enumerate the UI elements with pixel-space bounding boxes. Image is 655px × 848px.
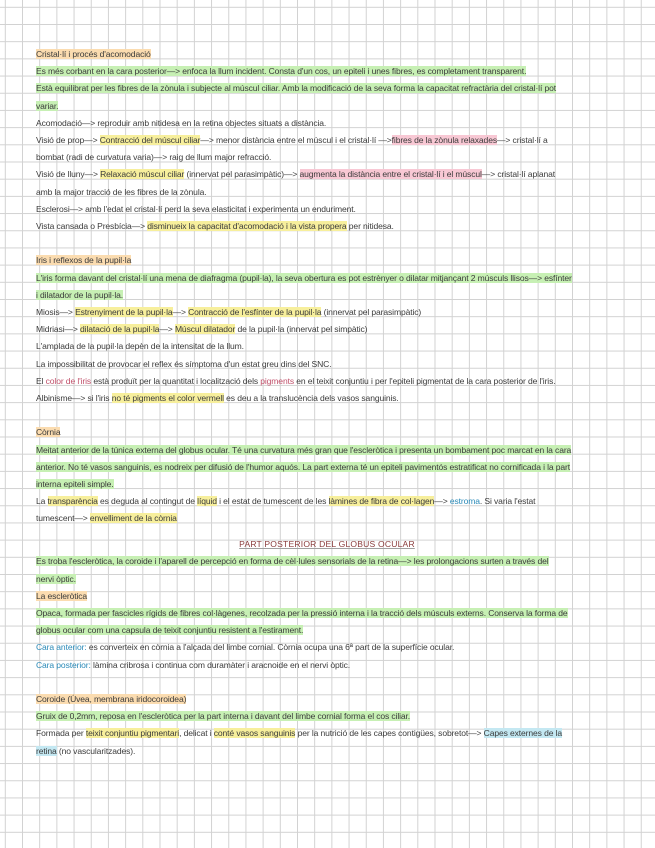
text-line: La transparència es deguda al contingut de líquid i el estat de tumescent de les làmines de fibra de col·lagen—> estroma. Si varia l'estat	[36, 496, 536, 507]
text-line: bombat (radi de curvatura varia)—> raig de llum major refracció.	[36, 152, 272, 163]
section-heading-esclerotica: La escleròtica	[36, 590, 88, 601]
text-line: L'iris forma davant del cristal·lí una mena de diafragma (pupil·la), la seva obertura es pot estrènyer o dilatar mitjançant 2 músculs llisos—> esfínter	[36, 272, 572, 283]
text-line: interna epiteli simple.	[36, 479, 114, 490]
text-line: Miosis—> Estrenyiment de la pupil·la—> Contracció de l'esfínter de la pupil·la (innervat pel parasimpàtic)	[36, 307, 422, 318]
spacer	[36, 407, 618, 424]
text-line: variar.	[36, 100, 59, 111]
text-line: i dilatador de la pupil·la.	[36, 289, 124, 300]
text-line: anterior. No té vasos sanguinis, es nodreix per difusió de l'humor aquós. La part externa té un epiteli pavimentós estratificat no cornificada i la part	[36, 461, 571, 472]
text-line: Formada per teixit conjuntiu pigmentari, delicat i conté vasos sanguinis per la nutrició de les capes contigües, sobretot—> Capes externes de la	[36, 728, 563, 739]
text-line: La impossibilitat de provocar el reflex és símptoma d'un estat greu dins del SNC.	[36, 358, 332, 369]
spacer	[36, 235, 618, 252]
notes-page	[36, 46, 618, 760]
text-line: El color de l'iris està produït per la quantitat i localització dels pigments en el teixit conjuntiu i per l'epiteli pigmentat de la cara posterior de l'iris.	[36, 375, 556, 386]
text-line: nervi òptic.	[36, 573, 76, 584]
text-line: Acomodació—> reproduir amb nitidesa en la retina objectes situats a distància.	[36, 117, 327, 128]
text-line: Es més corbant en la cara posterior—> enfoca la llum incident. Consta d'un cos, un epiteli i unes fibres, es completament transparent.	[36, 66, 527, 77]
text-line: Visió de prop—> Contracció del múscul ciliar—> menor distància entre el múscul i el cristal·lí —>fibres de la zònula relaxades—> cristal·lí a	[36, 135, 548, 146]
text-line: Està equilibrat per les fibres de la zònula i subjecte al múscul ciliar. Amb la modificació de la seva forma la capacitat refractària del cristal·lí pot	[36, 83, 556, 94]
text-line: retina (no vascularitzades).	[36, 745, 136, 756]
text-line: Albinisme—> si l'iris no té pigments el color vermell es deu a la translucència dels vasos sanguinis.	[36, 393, 399, 404]
text-line: globus ocular com una capsula de teixit conjuntiu resistent a l'estirament.	[36, 625, 304, 636]
section-heading-cornia: Còrnia	[36, 427, 61, 438]
text-line: Visió de lluny—> Relaxació múscul ciliar (innervat pel parasimpàtic)—> augmenta la distància entre el cristal·lí i el múscul—> cristal·lí aplanat	[36, 169, 556, 180]
text-line: Meitat anterior de la túnica externa del globus ocular. Té una curvatura més gran que l'escleròtica i presenta un bombament poc marcat en la cara	[36, 444, 572, 455]
text-line: amb la major tracció de les fibres de la zònula.	[36, 186, 207, 197]
text-line: Es troba l'escleròtica, la coroide i l'aparell de percepció en forma de cèl·lules sensorials de la retina—> les prolongacions surten a través del	[36, 556, 549, 567]
spacer	[36, 674, 618, 691]
spacer	[36, 528, 618, 537]
text-line: tumescent—> envelliment de la còrnia	[36, 513, 177, 524]
text-line: Cara anterior: es converteix en còrnia a l'alçada del limbe cornial. Còrnia ocupa una 6ª part de la superfície ocular.	[36, 642, 455, 653]
text-line: Midriasi—> dilatació de la pupil·la—> Múscul dilatador de la pupil·la (innervat pel simpàtic)	[36, 324, 368, 335]
text-line: L'amplada de la pupil·la depèn de la intensitat de la llum.	[36, 341, 244, 352]
text-line: Opaca, formada per fascicles rígids de fibres col·làgenes, recolzada per la pressió interna i la tracció dels músculs externs. Conserva la forma de	[36, 608, 568, 619]
text-line: Vista cansada o Presbícia—> disminueix la capacitat d'acomodació i la vista propera per nitidesa.	[36, 221, 394, 232]
text-line: Gruix de 0,2mm, reposa en l'escleròtica per la part interna i davant del limbe cornial forma el cos ciliar.	[36, 711, 411, 722]
text-line: Esclerosi—> amb l'edat el cristal·lí perd la seva elasticitat i experimenta un enduriment.	[36, 203, 356, 214]
section-heading-cristalli: Cristal·lí i procés d'acomodació	[36, 49, 151, 59]
section-heading-coroide: Coroide (Úvea, membrana iridocoroidea)	[36, 694, 187, 705]
page-title: PART POSTERIOR DEL GLOBUS OCULAR	[239, 539, 415, 550]
text-line: Cara posterior: làmina cribrosa i continua com duramàter i aracnoide en el nervi òptic.	[36, 659, 351, 670]
section-heading-iris: Iris i reflexos de la pupil·la	[36, 255, 132, 266]
